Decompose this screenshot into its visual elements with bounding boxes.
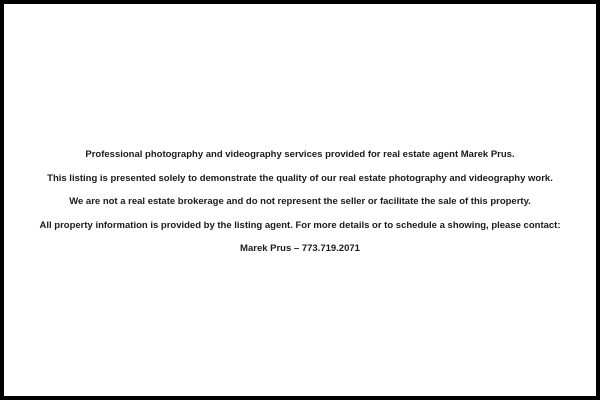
disclaimer-services-line: Professional photography and videography services provided for real estate agent Marek Prus. [85, 149, 515, 160]
disclaimer-contact-intro-line: All property information is provided by the listing agent. For more details or to schedule a showing, please contact: [39, 219, 561, 231]
agent-contact-line: Marek Prus – 773.719.2071 [240, 243, 360, 254]
disclaimer-brokerage-line: We are not a real estate brokerage and do not represent the seller or facilitate the sale of this property. [69, 196, 531, 207]
disclaimer-purpose-line: This listing is presented solely to demonstrate the quality of our real estate photography and videography work. [47, 172, 553, 184]
disclaimer-text-block [8, 149, 592, 267]
